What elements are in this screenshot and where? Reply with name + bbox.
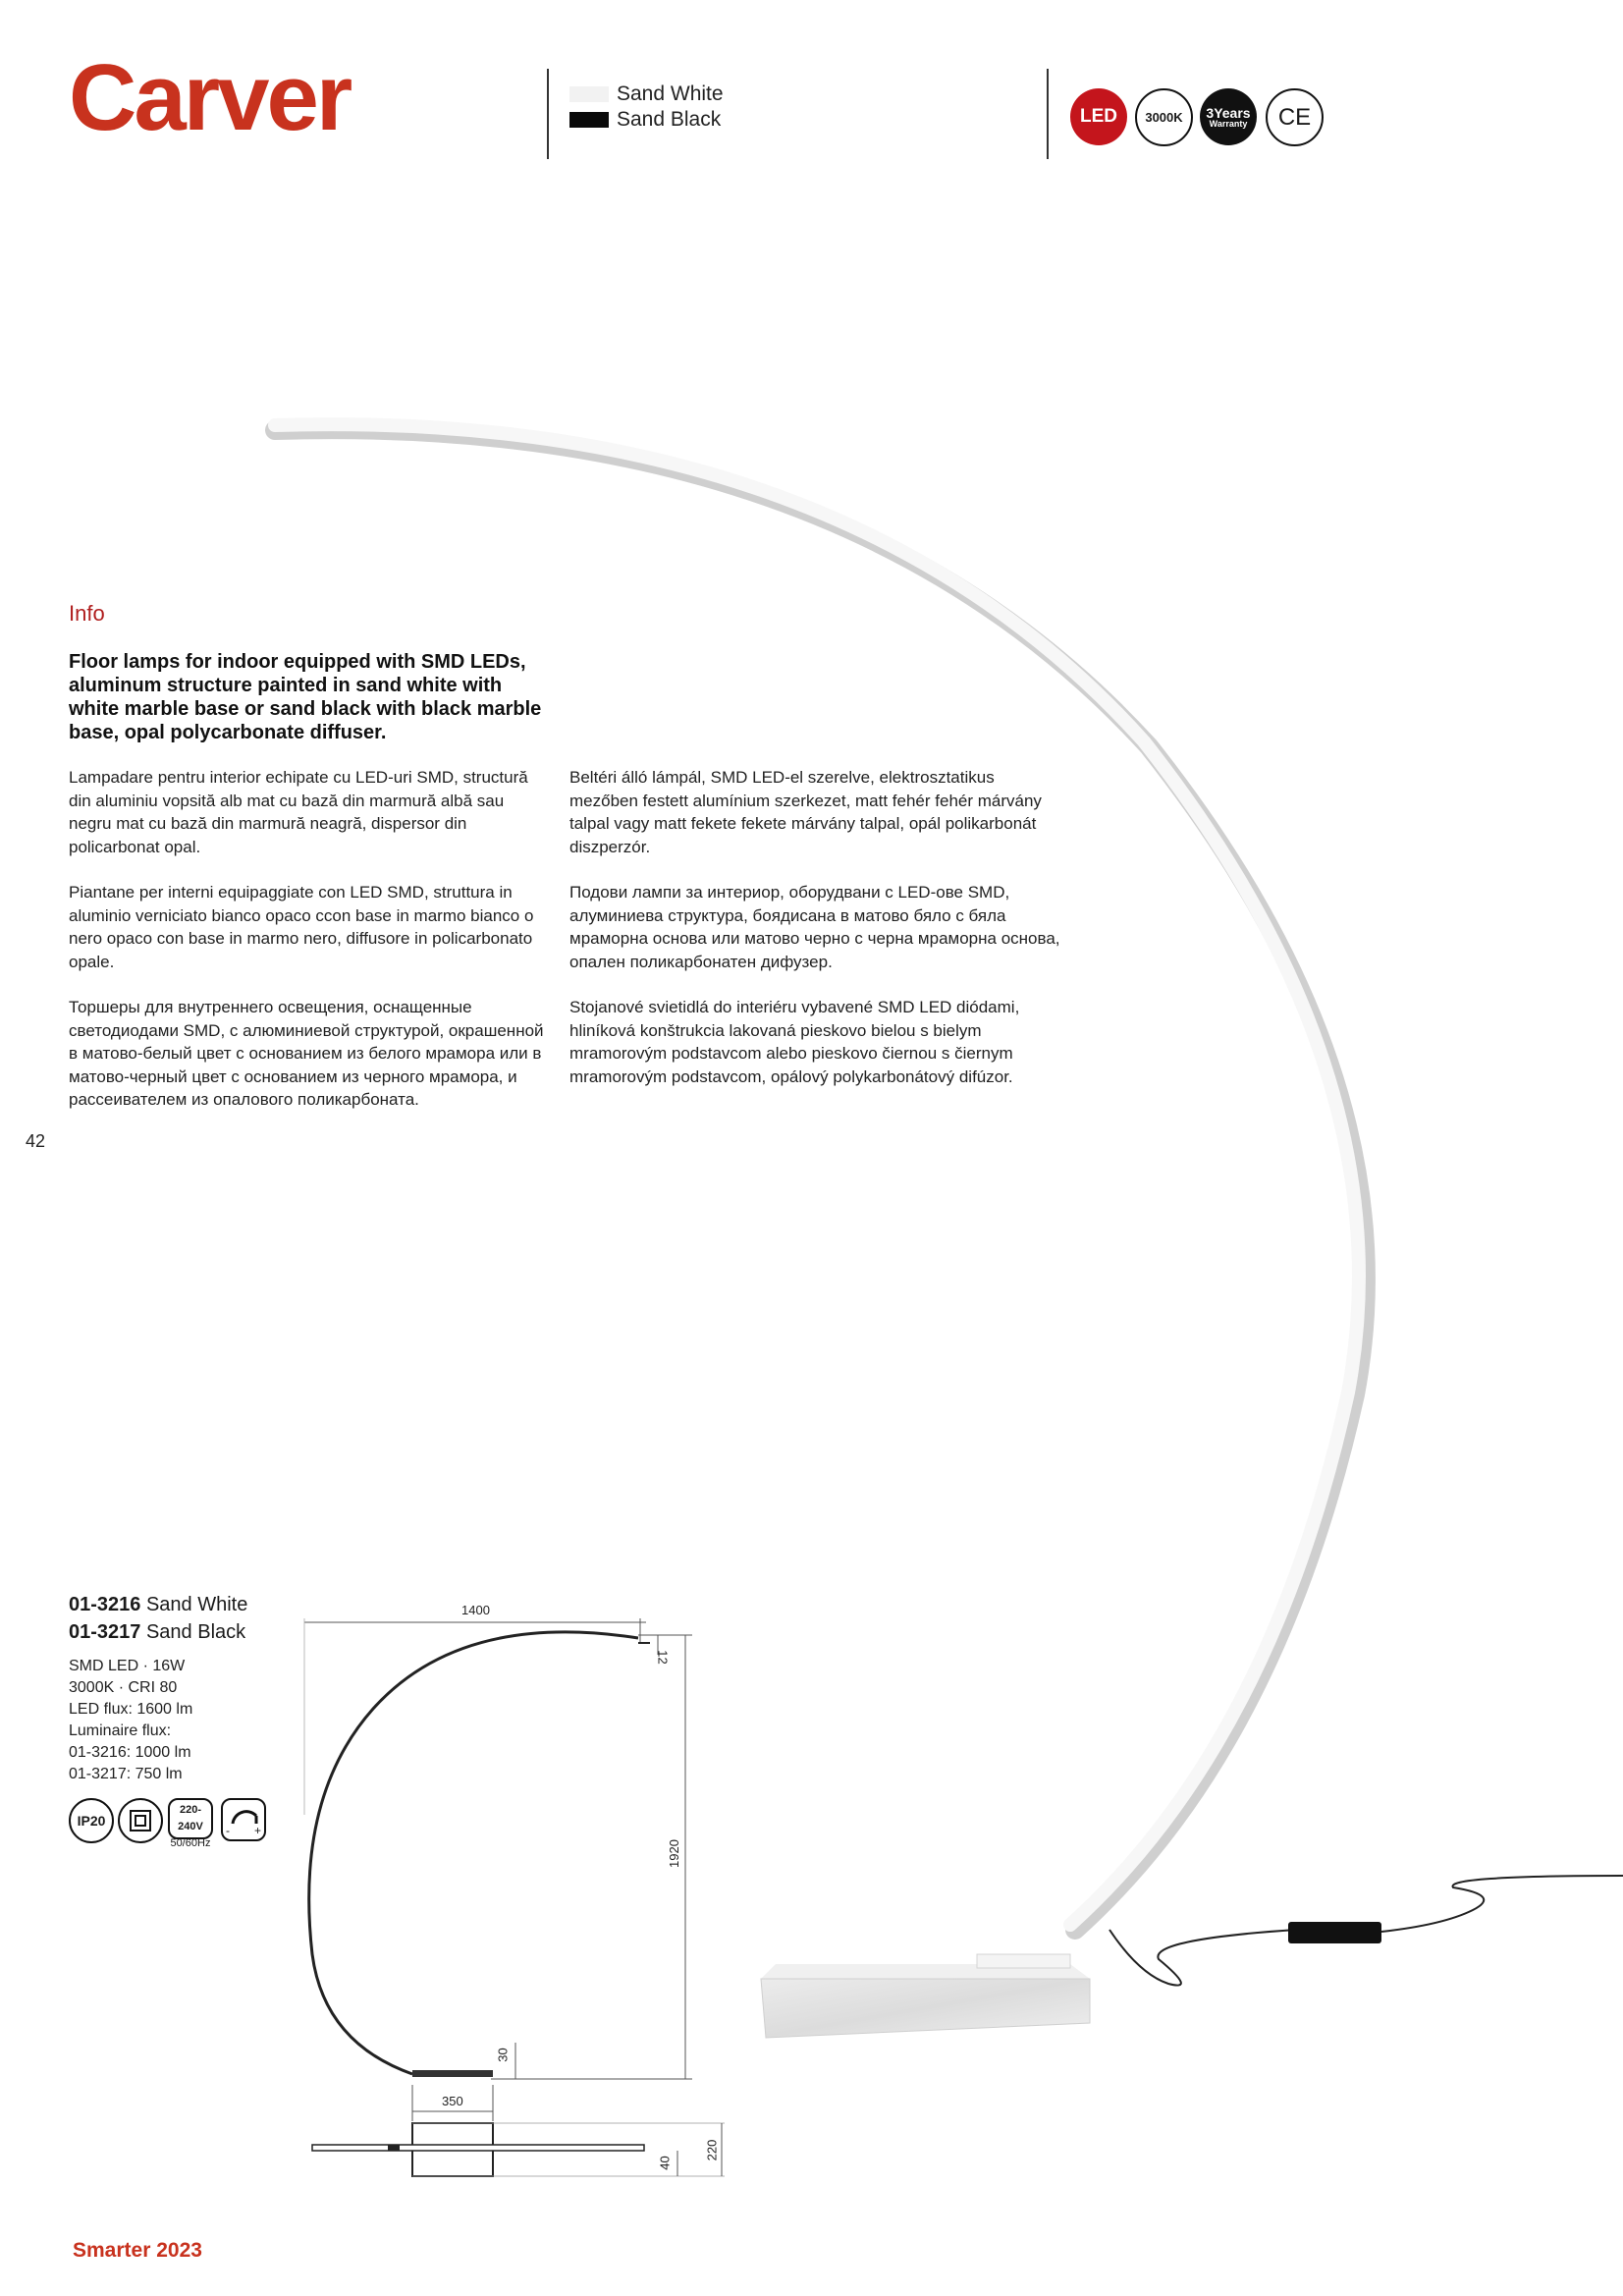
warranty-years: 3Years (1206, 104, 1251, 121)
warranty-word: Warranty (1209, 118, 1248, 129)
product-finish: Sand White (145, 1594, 248, 1615)
color-temp-text: 3000K (1145, 110, 1183, 125)
dimmer-minus: - (226, 1824, 230, 1837)
dim-height: 1920 (666, 1839, 681, 1868)
dim-base-width: 350 (442, 2094, 463, 2108)
finish-label: Sand Black (617, 108, 722, 131)
ce-mark-icon: CE (1277, 103, 1312, 131)
description-slovak: Stojanové svietidlá do interiéru vybavené SMD LED diódami, hliníková konštrukcia lakovaná pieskovo bielou s bielym mramorovým podstavcom alebo pieskovo čiernou s čiernym mramorovým podstavcom, opálový polykarbonátový difúzor. (569, 998, 1020, 1086)
dim-base-height: 30 (495, 2048, 511, 2062)
finish-label: Sand White (617, 82, 724, 105)
info-lead-english: Floor lamps for indoor equipped with SMD LEDs, aluminum structure painted in sand white with white marble base or sand black with black marble base, opal polycarbonate diffuser. (69, 651, 542, 743)
description-bulgarian: Подови лампи за интериор, оборудвани с LED-ове SMD, алуминиева структура, боядисана в матово бяло с бяла мраморна основа или матово черно с черна мраморна основа, опален поликарбонатен дифузер. (569, 883, 1060, 971)
spec-item: 01-3217: 750 lm (69, 1766, 183, 1782)
drawing-top-view-arm (312, 2145, 644, 2151)
spec-item: Luminaire flux: (69, 1722, 172, 1739)
dim-width: 1400 (461, 1603, 490, 1617)
description-hungarian: Beltéri álló lámpál, SMD LED-el szerelve, elektrosztatikus mezőben festett alumínium szerkezet, matt fehér fehér márvány talpal vagy matt fekete fekete márvány talpal, opál polikarbonát diszperzór. (569, 768, 1042, 856)
footer-catalog-title: Smarter 2023 (73, 2239, 202, 2262)
description-russian: Торшеры для внутреннего освещения, оснащенные светодиодами SMD, с алюминиевой структурой, окрашенной в матово-белый цвет с основанием из белого мрамора или в матово-черный цвет с основанием из черного мрамора, и рассеивателем из опалового поликарбоната. (69, 998, 544, 1109)
led-badge-text: LED (1080, 106, 1117, 127)
dim-base-depth-small: 40 (657, 2156, 673, 2170)
description-italian: Piantane per interni equipaggiate con LED SMD, struttura in aluminio verniciato bianco opaco ccon base in marmo bianco o nero opaco con base in marmo nero, diffusore in policarbonato opale. (69, 883, 534, 971)
page-number: 42 (26, 1131, 46, 1151)
spec-item: 3000K · CRI 80 (69, 1679, 178, 1696)
spec-item: 01-3216: 1000 lm (69, 1744, 191, 1761)
dimmer-plus: + (254, 1824, 262, 1837)
dim-top-thickness: 12 (655, 1650, 671, 1665)
voltage-text: 220-240V (178, 1804, 203, 1832)
product-finish: Sand Black (145, 1621, 246, 1643)
description-romanian: Lampadare pentru interior echipate cu LED-uri SMD, structură din aluminiu vopsită alb mat cu bază din marmură albă sau negru mat cu bază din marmură neagră, dispersor din policarbonat opal. (69, 768, 528, 856)
drawing-arc (309, 1632, 638, 2074)
info-title: Info (69, 601, 105, 626)
brand-title: Carver (69, 45, 351, 150)
spec-item: SMD LED · 16W (69, 1658, 186, 1674)
frequency-text: 50/60Hz (170, 1837, 211, 1849)
dim-base-depth: 220 (704, 2139, 720, 2161)
spec-item: LED flux: 1600 lm (69, 1701, 193, 1718)
product-code: 01-3217 (69, 1621, 141, 1643)
product-code: 01-3216 (69, 1594, 141, 1615)
ip-rating-text: IP20 (77, 1813, 106, 1829)
drawing-base-side (412, 2070, 493, 2077)
